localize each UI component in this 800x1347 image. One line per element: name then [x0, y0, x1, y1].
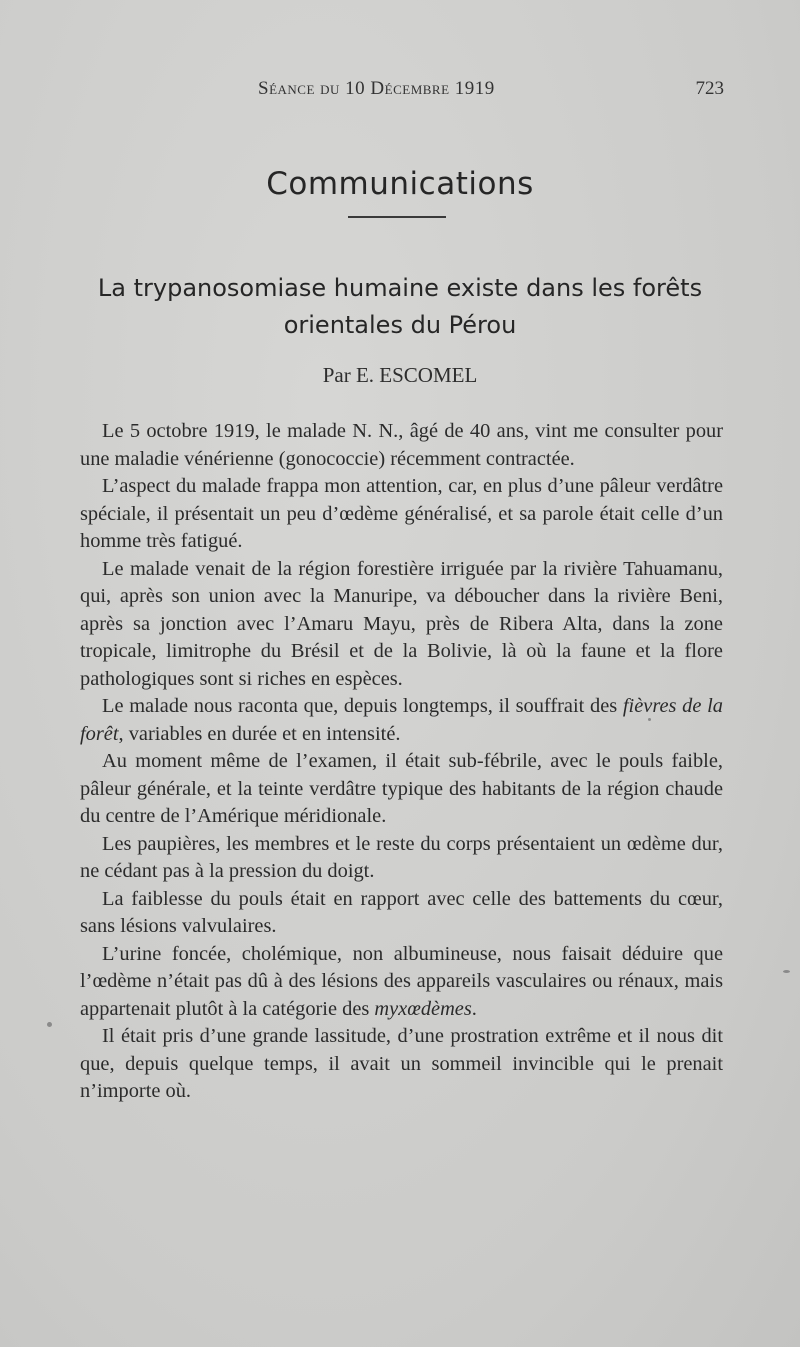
paragraph: Le malade venait de la région forestière irriguée par la rivière Tahuamanu, qui, après son union avec la Manuripe, va déboucher dans la rivière Beni, après sa jonction avec l’Amaru Mayu, près de Ribera Alta, dans la zone tropicale, limitrophe du Brésil et de la Bolivie, là où la faune et la flore pathologiques sont si riches en espèces. — [80, 557, 723, 690]
paragraph-text: Le malade nous raconta que, depuis longtemps, il souffrait des — [102, 695, 623, 717]
article-body — [80, 418, 723, 1106]
paragraph-text: . — [471, 997, 477, 1020]
page-number: 723 — [695, 78, 724, 99]
paragraph: Au moment même de l’examen, il était sub-fébrile, avec le pouls faible, pâleur générale, et la teinte verdâtre typique des habitants de la région chaude du centre de l’Amérique méridionale. — [80, 750, 723, 827]
italic-term: myxœdèmes — [374, 997, 472, 1020]
paragraph — [80, 693, 723, 748]
paper-speck — [47, 1022, 52, 1027]
running-header-title: Séance du 10 Décembre 1919 — [258, 78, 495, 99]
paragraph: Les paupières, les membres et le reste du corps présentaient un œdème dur, ne cédant pas à la pression du doigt. — [80, 832, 723, 882]
article-title: La trypanosomiase humaine existe dans les forêts orientales du Pérou — [97, 274, 703, 339]
paragraph: L’aspect du malade frappa mon attention, car, en plus d’une pâleur verdâtre spéciale, il présentait un peu d’œdème généralisé, et sa parole était celle d’un homme très fatigué. — [80, 475, 723, 552]
paragraph: La faiblesse du pouls était en rapport avec celle des battements du cœur, sans lésions valvulaires. — [80, 887, 723, 937]
paragraph — [80, 941, 723, 1024]
paragraph-text: L’urine foncée, cholémique, non albumineuse, nous faisait déduire que l’œdème n’était pas dû à des lésions des appareils vasculaires ou rénaux, mais appartenait plutôt à la catégorie des — [80, 942, 723, 1020]
paper-speck — [783, 970, 790, 973]
section-divider — [348, 216, 446, 218]
section-title: Communications — [266, 166, 534, 202]
article-byline: Par E. ESCOMEL — [322, 363, 478, 387]
paragraph: Il était pris d’une grande lassitude, d’une prostration extrême et il nous dit que, depuis quelque temps, il avait un sommeil invincible qui le prenait n’importe où. — [80, 1025, 723, 1102]
running-header — [78, 78, 724, 102]
paragraph: Le 5 octobre 1919, le malade N. N., âgé de 40 ans, vint me consulter pour une maladie vénérienne (gonococcie) récemment contractée. — [80, 420, 723, 470]
paragraph-text: , variables en durée et en intensité. — [118, 722, 401, 745]
paper-speck — [648, 718, 651, 721]
italic-term: fièvres de la forêt — [80, 695, 723, 745]
